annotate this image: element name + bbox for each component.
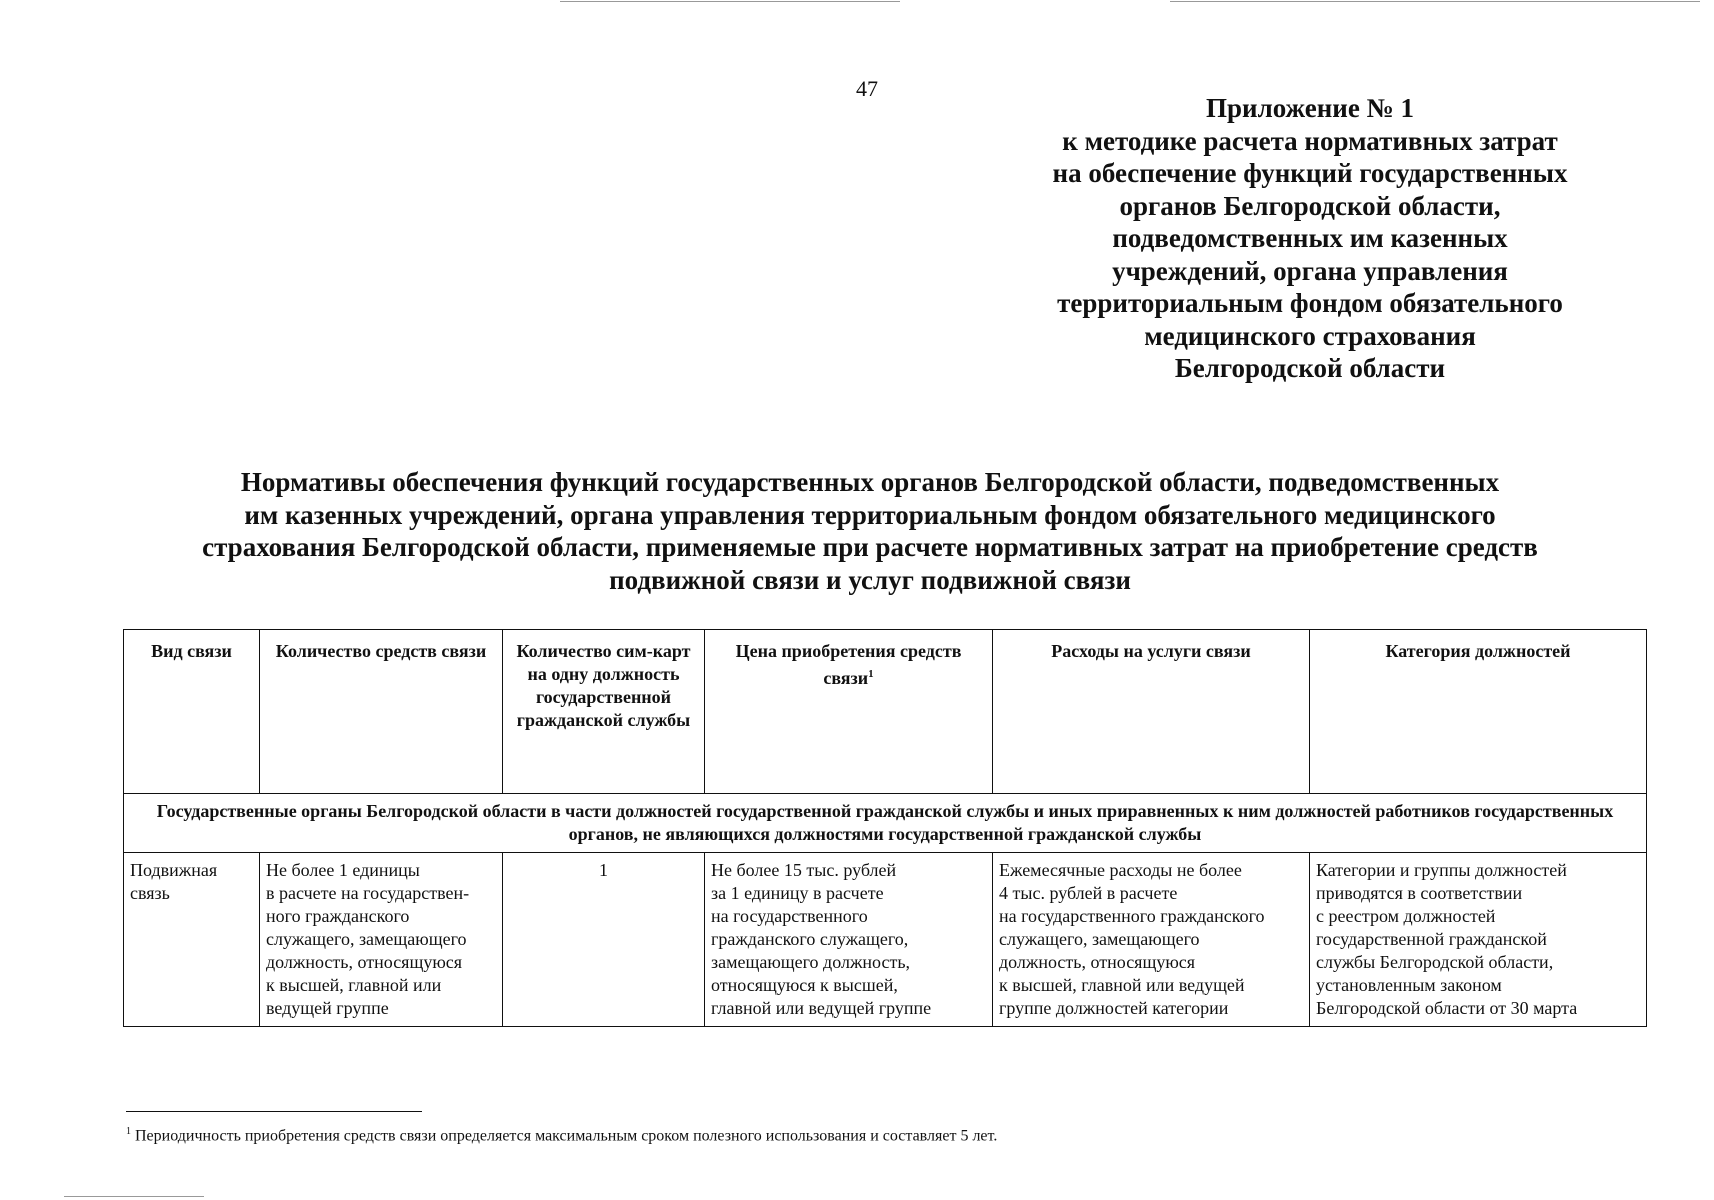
appendix-line: территориальным фондом обязательного <box>1057 288 1563 318</box>
cell-line: относящуюся к высшей, <box>711 975 898 995</box>
cell-line: ведущей группе <box>266 998 389 1018</box>
scan-artifact-top <box>560 1 900 2</box>
cell-line: в расчете на государствен- <box>266 883 470 903</box>
cell-category <box>1310 853 1647 1027</box>
section-row <box>124 794 1647 853</box>
scan-artifact-top-right <box>1170 1 1700 2</box>
cell-line: Белгородской области от 30 марта <box>1316 998 1578 1018</box>
cell-line: 4 тыс. рублей в расчете <box>999 883 1178 903</box>
appendix-line: на обеспечение функций государственных <box>1052 158 1568 188</box>
appendix-line: подведомственных им казенных <box>1112 223 1508 253</box>
header-sim: Количество сим-карт на одну должность государственной гражданской службы <box>503 630 705 794</box>
cell-line: установленным законом <box>1316 975 1502 995</box>
cell-devices <box>260 853 503 1027</box>
cell-line: служащего, замещающего <box>999 929 1200 949</box>
appendix-line: медицинского страхования <box>1144 320 1476 351</box>
cell-line: приводятся в соответствии <box>1316 883 1523 903</box>
table-header-row <box>124 630 1647 794</box>
cell-sim: 1 <box>503 853 705 1027</box>
appendix-line: Белгородской области <box>1174 353 1446 383</box>
table-row <box>124 853 1647 1027</box>
footnote-text: Периодичность приобретения средств связи определяется максимальным сроком полезного использования и составляет 5 лет. <box>131 1127 998 1145</box>
title-line: страхования Белгородской области, применяемые при расчете нормативных затрат на приобретение средств <box>202 532 1538 562</box>
footnote-mark: 1 <box>126 1126 131 1137</box>
title-line: подвижной связи и услуг подвижной связи <box>609 564 1131 595</box>
footnote-ref: 1 <box>868 668 874 680</box>
header-services: Расходы на услуги связи <box>993 630 1310 794</box>
cell-line: ного гражданского <box>266 906 410 926</box>
footnote-divider <box>126 1111 422 1112</box>
header-category: Категория должностей <box>1310 630 1647 794</box>
appendix-line: учреждений, органа управления <box>1112 255 1508 286</box>
appendix-line: Приложение № 1 <box>1206 93 1414 123</box>
header-devices: Количество средств связи <box>260 630 503 794</box>
header-price-label: Цена приобретения средств связи <box>735 641 962 688</box>
title-line: Нормативы обеспечения функций государственных органов Белгородской области, подведомственных <box>240 467 1500 497</box>
cell-line: служащего, замещающего <box>266 929 467 949</box>
appendix-line: к методике расчета нормативных затрат <box>1062 125 1558 156</box>
cell-line: должность, относящуюся <box>266 952 463 972</box>
cell-line: государственной гражданской <box>1316 929 1547 949</box>
cell-line: службы Белгородской области, <box>1316 952 1554 972</box>
section-heading: Государственные органы Белгородской области в части должностей государственной гражданской службы и иных приравненных к ним должностей работников государственных органов, не являющихся должностями государственной гражданской службы <box>124 794 1647 853</box>
cell-type: Подвижная связь <box>124 853 260 1027</box>
cell-line: группе должностей категории <box>999 998 1229 1018</box>
cell-line: за 1 единицу в расчете <box>711 883 884 903</box>
cell-line: главной или ведущей группе <box>711 998 932 1018</box>
page-number: 47 <box>856 76 878 101</box>
cell-line: должность, относящуюся <box>999 952 1196 972</box>
scan-artifact-bottom <box>64 1196 204 1197</box>
appendix-heading <box>1030 92 1590 385</box>
cell-services <box>993 853 1310 1027</box>
title-line: им казенных учреждений, органа управления территориальным фондом обязательного медицинского <box>244 499 1496 530</box>
header-type: Вид связи <box>124 630 260 794</box>
cell-line: на государственного гражданского <box>999 906 1265 926</box>
cell-line: замещающего должность, <box>711 952 911 972</box>
document-title <box>120 466 1620 596</box>
cell-line: Не более 1 единицы <box>266 860 420 880</box>
cell-line: Не более 15 тыс. рублей <box>711 860 897 880</box>
footnote <box>126 1126 997 1145</box>
cell-price <box>705 853 993 1027</box>
cell-line: на государственного <box>711 906 868 926</box>
cell-line: Ежемесячные расходы не более <box>999 860 1242 880</box>
norms-table <box>123 629 1647 1027</box>
cell-line: к высшей, главной или ведущей <box>999 975 1245 995</box>
cell-line: к высшей, главной или <box>266 975 442 995</box>
cell-line: Категории и группы должностей <box>1316 860 1567 880</box>
appendix-line: органов Белгородской области, <box>1119 190 1501 221</box>
cell-line: с реестром должностей <box>1316 906 1496 926</box>
header-price <box>705 630 993 794</box>
cell-line: гражданского служащего, <box>711 929 909 949</box>
